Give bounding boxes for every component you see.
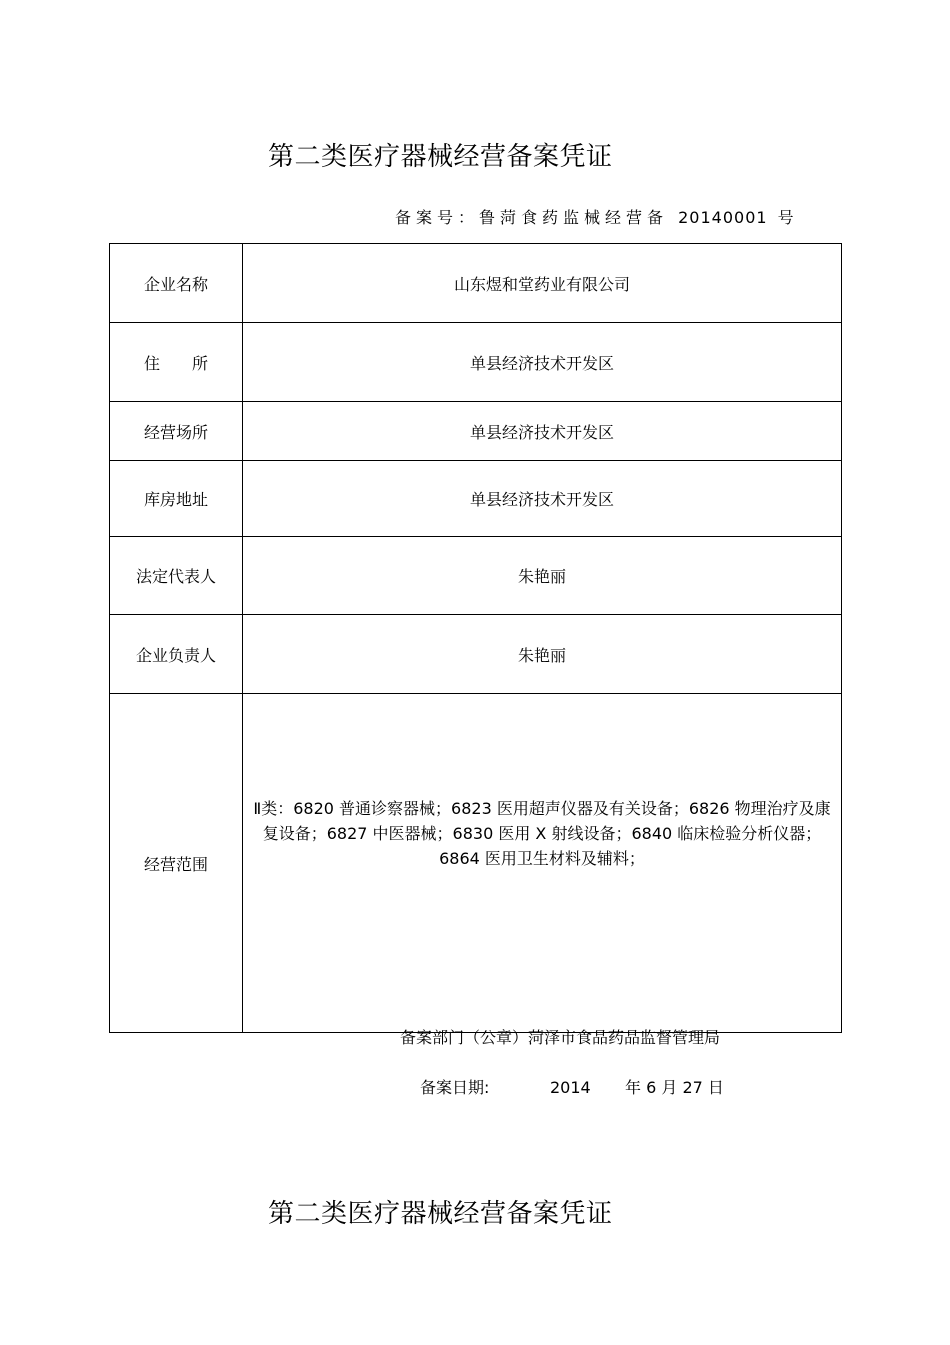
field-label: 法定代表人 (110, 537, 243, 615)
field-label: 住 所 (110, 323, 243, 402)
field-label: 经营范围 (110, 694, 243, 1033)
table-row (110, 323, 842, 402)
document-title: 第二类医疗器械经营备案凭证 (268, 142, 613, 172)
filing-department-value: 菏泽市食品药品监督管理局 (528, 1028, 721, 1047)
table-row (110, 615, 842, 694)
filing-department (400, 1025, 720, 1048)
field-label: 经营场所 (110, 402, 243, 461)
field-value: 朱艳丽 (243, 615, 842, 694)
certificate-table (109, 243, 842, 1033)
field-value: 单县经济技术开发区 (243, 323, 842, 402)
table-row (110, 461, 842, 537)
field-value: 朱艳丽 (243, 537, 842, 615)
table-row (110, 244, 842, 323)
filing-date-rest: 年 6 月 27 日 (625, 1078, 724, 1097)
field-label: 企业名称 (110, 244, 243, 323)
record-number (395, 205, 799, 228)
table-row (110, 537, 842, 615)
table-row (110, 694, 842, 1033)
field-value: 单县经济技术开发区 (243, 402, 842, 461)
field-label: 库房地址 (110, 461, 243, 537)
filing-date-year: 2014 (550, 1078, 591, 1097)
next-page-title: 第二类医疗器械经营备案凭证 (268, 1199, 613, 1229)
field-label: 企业负责人 (110, 615, 243, 694)
table-row (110, 402, 842, 461)
field-value: 山东煜和堂药业有限公司 (243, 244, 842, 323)
business-scope-value: Ⅱ类：6820 普通诊察器械；6823 医用超声仪器及有关设备；6826 物理治疗及康复设备；6827 中医器械；6830 医用 X 射线设备；6840 临床检验分析仪器；6864 医用卫生材料及辅料； (243, 694, 842, 1033)
record-number-label: 备案号：鲁菏食药监械经营备 (395, 208, 669, 227)
field-value: 单县经济技术开发区 (243, 461, 842, 537)
filing-date-label: 备案日期: (420, 1078, 490, 1097)
filing-department-label: 备案部门（公章） (400, 1028, 529, 1047)
record-number-suffix: 号 (777, 208, 799, 227)
record-number-value: 20140001 (678, 208, 768, 227)
filing-date (420, 1075, 724, 1098)
